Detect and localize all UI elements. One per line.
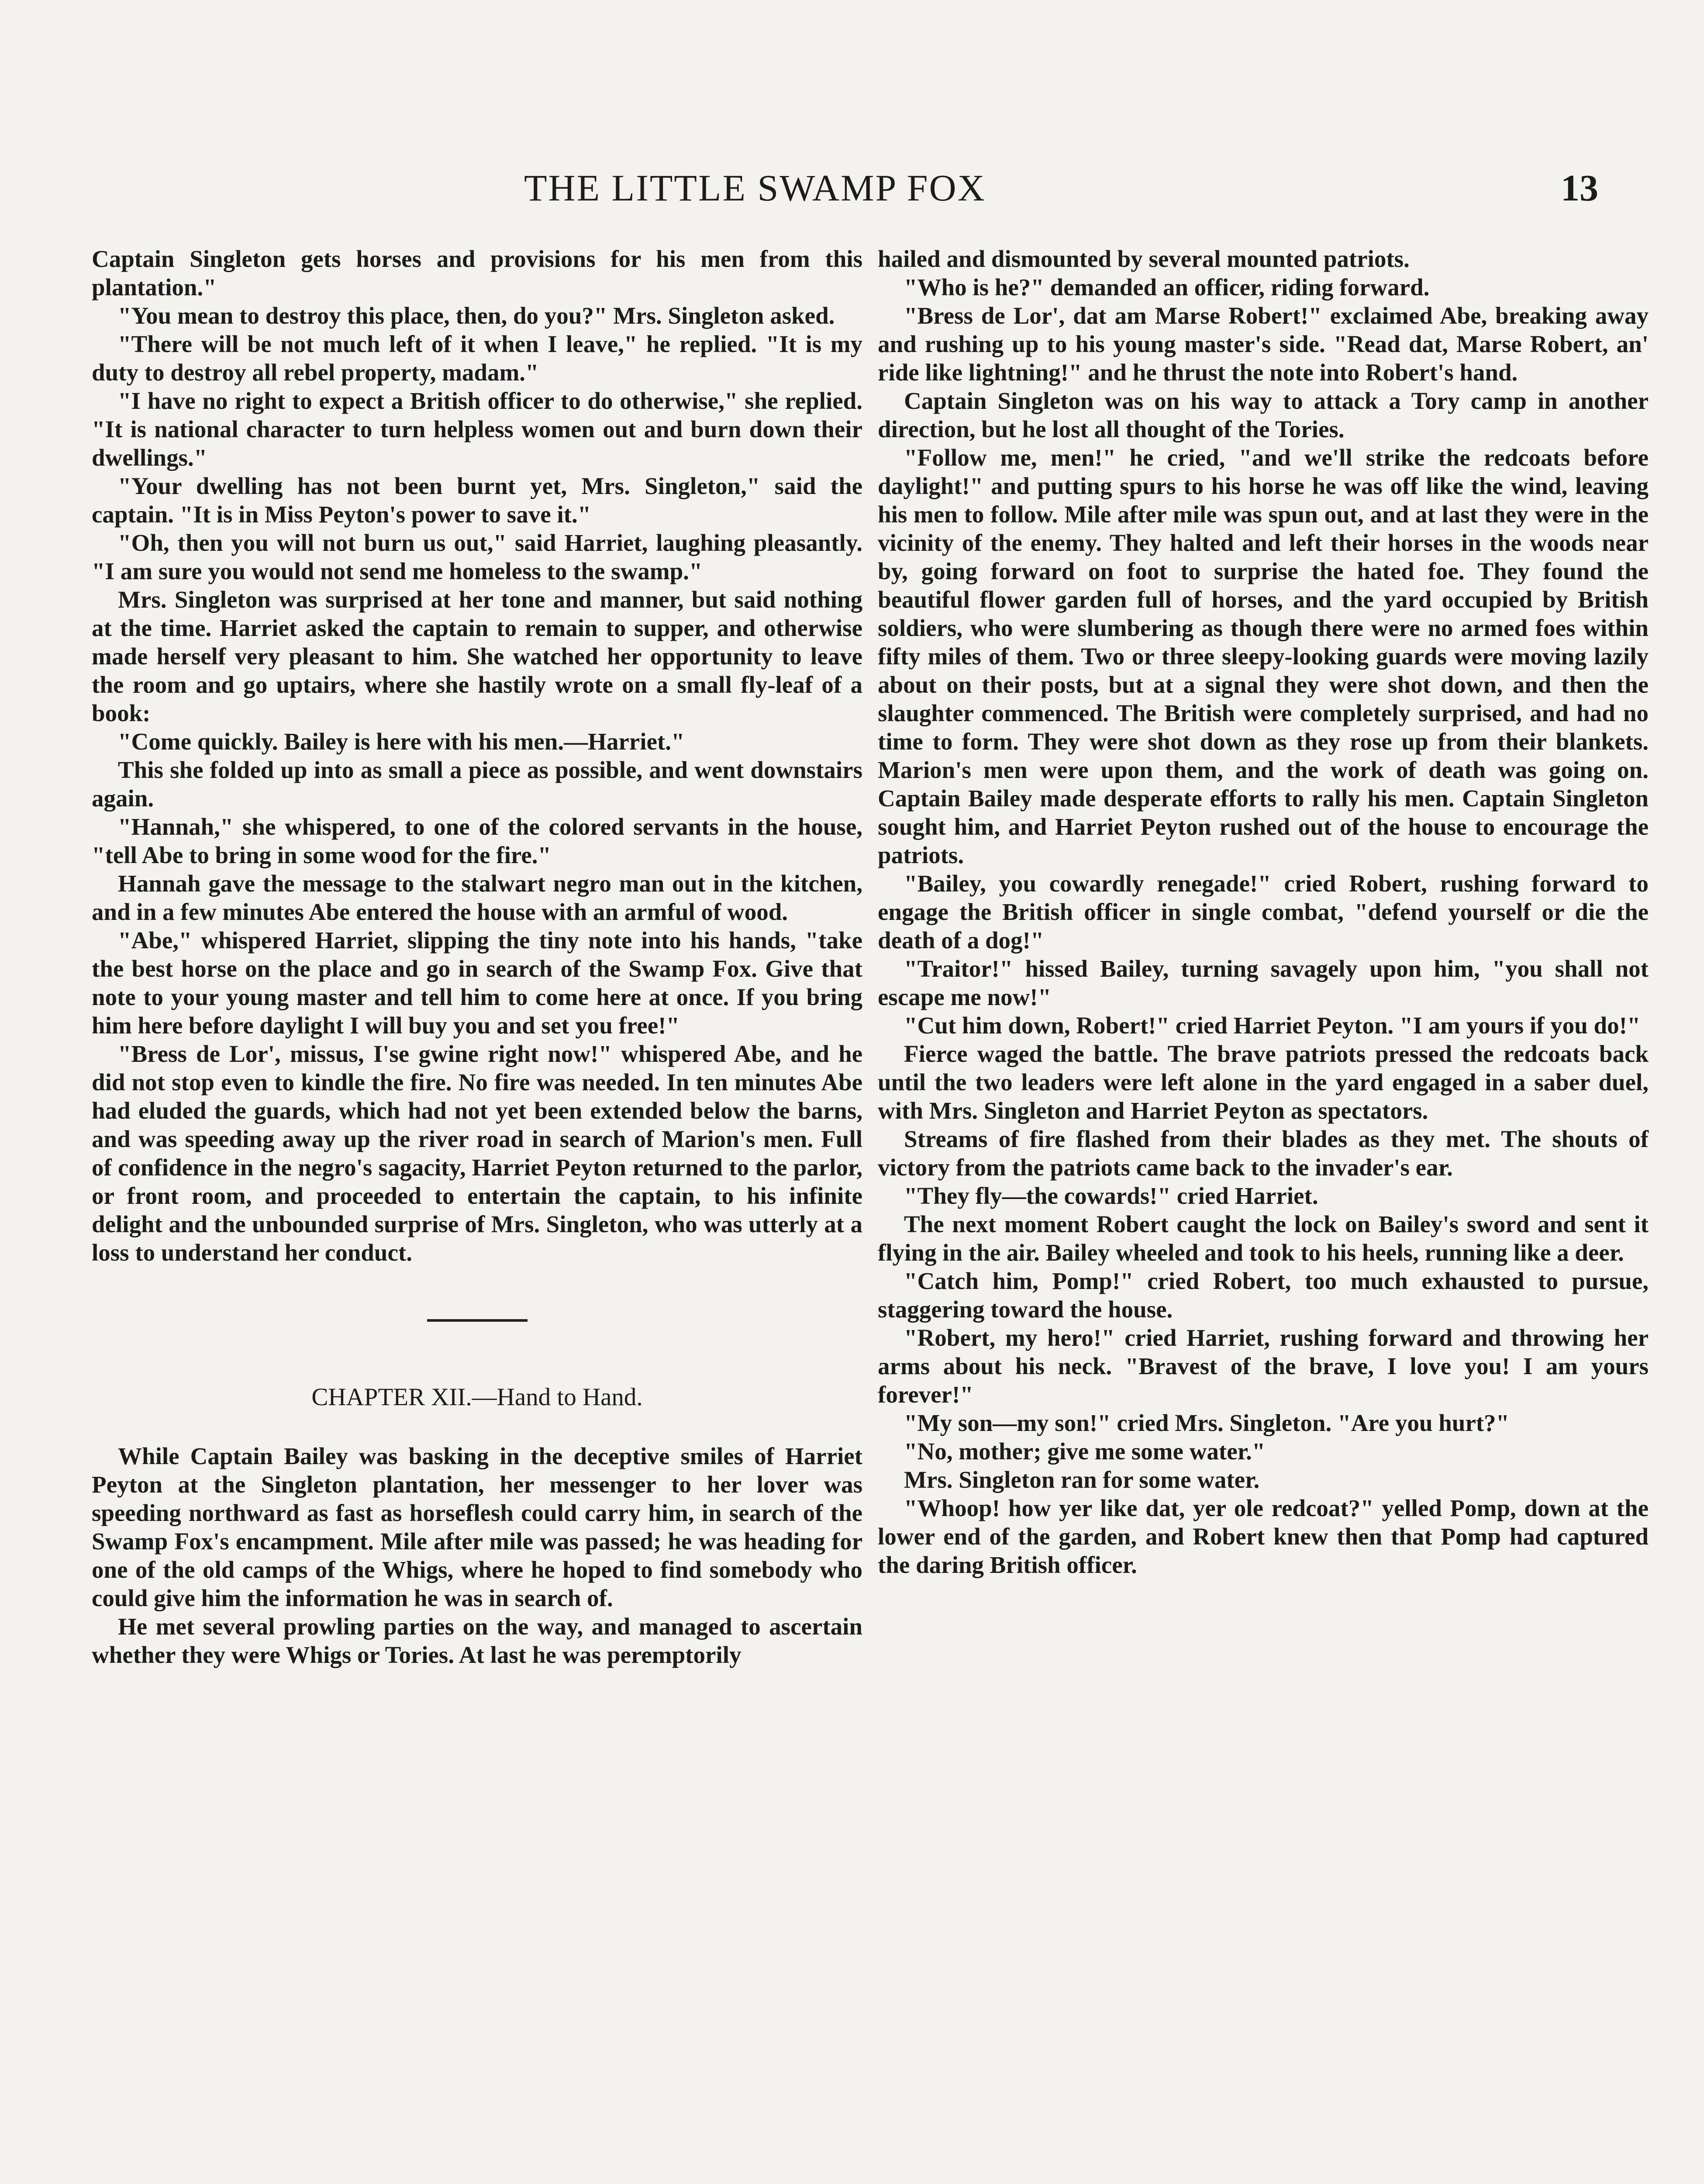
paragraph: "Bress de Lor', dat am Marse Robert!" exclaimed Abe, breaking away and rushing up to his young master's side. "Read dat, Marse Robert, an' ride like lightning!" and he thrust the note into Robert's hand. (878, 302, 1649, 386)
paragraph: "Bailey, you cowardly renegade!" cried Robert, rushing forward to engage the British officer in single combat, "defend yourself or die the death of a dog!" (878, 870, 1649, 954)
paragraph: "Your dwelling has not been burnt yet, Mrs. Singleton," said the captain. "It is in Miss Peyton's power to save it." (92, 473, 862, 528)
paragraph: While Captain Bailey was basking in the deceptive smiles of Harriet Peyton at the Singleton plantation, her messenger to her lover was speeding northward as fast as horseflesh could carry him, in search of the Swamp Fox's encampment. Mile after mile was passed; he was heading for one of the old camps of the Whigs, where he hoped to find somebody who could give him the information he was in search of. (92, 1443, 862, 1611)
page-number: 13 (1561, 167, 1598, 209)
paragraph: "Cut him down, Robert!" cried Harriet Peyton. "I am yours if you do!" (904, 1012, 1641, 1039)
paragraph: "No, mother; give me some water." (904, 1438, 1266, 1465)
paragraph: "Hannah," she whispered, to one of the colored servants in the house, "tell Abe to bring in some wood for the fire." (92, 813, 862, 868)
paragraph: "They fly—the cowards!" cried Harriet. (904, 1182, 1318, 1209)
paragraph: Streams of fire flashed from their blades as they met. The shouts of victory from the patriots came back to the invader's ear. (878, 1126, 1649, 1181)
paragraph: "I have no right to expect a British officer to do otherwise," she replied. "It is national character to turn helpless women out and burn down their dwellings." (92, 387, 862, 471)
paragraph: The next moment Robert caught the lock on Bailey's sword and sent it flying in the air. Bailey wheeled and took to his heels, running like a deer. (878, 1211, 1649, 1266)
running-title: THE LITTLE SWAMP FOX (524, 167, 986, 209)
paragraph: Mrs. Singleton was surprised at her tone and manner, but said nothing at the time. Harriet asked the captain to remain to supper, and otherwise made herself very pleasant to him. She watched her opportunity to leave the room and go uptairs, where she hastily wrote on a small fly-leaf of a book: (92, 586, 862, 726)
paragraph: This she folded up into as small a piece as possible, and went downstairs again. (92, 757, 862, 812)
paragraph: Captain Singleton gets horses and provisions for his men from this plantation." (92, 245, 862, 301)
paragraph: "Oh, then you will not burn us out," said Harriet, laughing pleasantly. "I am sure you would not send me homeless to the swamp." (92, 529, 862, 584)
paragraph: Fierce waged the battle. The brave patriots pressed the redcoats back until the two leaders were left alone in the yard engaged in a saber duel, with Mrs. Singleton and Harriet Peyton as spectators. (878, 1040, 1649, 1124)
paragraph: Hannah gave the message to the stalwart negro man out in the kitchen, and in a few minutes Abe entered the house with an armful of wood. (92, 870, 862, 925)
paragraph: "Traitor!" hissed Bailey, turning savagely upon him, "you shall not escape me now!" (878, 955, 1649, 1010)
paragraph: "You mean to destroy this place, then, do you?" Mrs. Singleton asked. (118, 302, 835, 329)
section-divider (427, 1319, 528, 1322)
paragraph: "Come quickly. Bailey is here with his men.—Harriet." (118, 728, 685, 755)
paragraph: "Follow me, men!" he cried, "and we'll strike the redcoats before daylight!" and putting spurs to his horse he was off like the wind, leaving his men to follow. Mile after mile was spun out, and at last they were in the vicinity of the enemy. They halted and left their horses in the woods near by, going forward on foot to surprise the hated foe. They found the beautiful flower garden full of horses, and the yard occupied by British soldiers, who were slumbering as though there were no armed foes within fifty miles of them. Two or three sleepy-looking guards were moving lazily about on their posts, but at a signal they were shot down, and then the slaughter commenced. The British were completely surprised, and had no time to form. They were shot down as they rose up from their blankets. Marion's men were upon them, and the work of death was going on. Captain Bailey made desperate efforts to rally his men. Captain Singleton sought him, and Harriet Peyton rushed out of the house to encourage the patriots. (878, 444, 1649, 868)
paragraph: "Robert, my hero!" cried Harriet, rushing forward and throwing her arms about his neck. "Bravest of the brave, I love you! I am yours forever!" (878, 1324, 1649, 1408)
right-column (878, 245, 1649, 1579)
chapter-heading: CHAPTER XII.—Hand to Hand. (311, 1383, 643, 1411)
paragraph: "There will be not much left of it when I leave," he replied. "It is my duty to destroy all rebel property, madam." (92, 331, 862, 386)
paragraph: Captain Singleton was on his way to attack a Tory camp in another direction, but he lost all thought of the Tories. (878, 387, 1649, 442)
left-column (92, 245, 862, 1669)
paragraph: "Bress de Lor', missus, I'se gwine right now!" whispered Abe, and he did not stop even to kindle the fire. No fire was needed. In ten minutes Abe had eluded the guards, which had not yet been extended below the barns, and was speeding away up the river road in search of Marion's men. Full of confidence in the negro's sagacity, Harriet Peyton returned to the parlor, or front room, and proceeded to entertain the captain, to his infinite delight and the unbounded surprise of Mrs. Singleton, who was utterly at a loss to understand her conduct. (92, 1040, 862, 1266)
paragraph: hailed and dismounted by several mounted patriots. (878, 245, 1410, 272)
paragraph: "Whoop! how yer like dat, yer ole redcoat?" yelled Pomp, down at the lower end of the garden, and Robert knew then that Pomp had captured the daring British officer. (878, 1495, 1649, 1578)
paragraph: Mrs. Singleton ran for some water. (904, 1466, 1260, 1493)
paragraph: "My son—my son!" cried Mrs. Singleton. "Are you hurt?" (904, 1410, 1510, 1436)
page-header (524, 166, 1598, 218)
paragraph: "Catch him, Pomp!" cried Robert, too much exhausted to pursue, staggering toward the house. (878, 1268, 1649, 1323)
paragraph: He met several prowling parties on the way, and managed to ascertain whether they were Whigs or Tories. At last he was peremptorily (92, 1613, 862, 1668)
paragraph: "Who is he?" demanded an officer, riding forward. (904, 274, 1430, 301)
paragraph: "Abe," whispered Harriet, slipping the tiny note into his hands, "take the best horse on the place and go in search of the Swamp Fox. Give that note to your young master and tell him to come here at once. If you bring him here before daylight I will buy you and set you free!" (92, 927, 862, 1039)
